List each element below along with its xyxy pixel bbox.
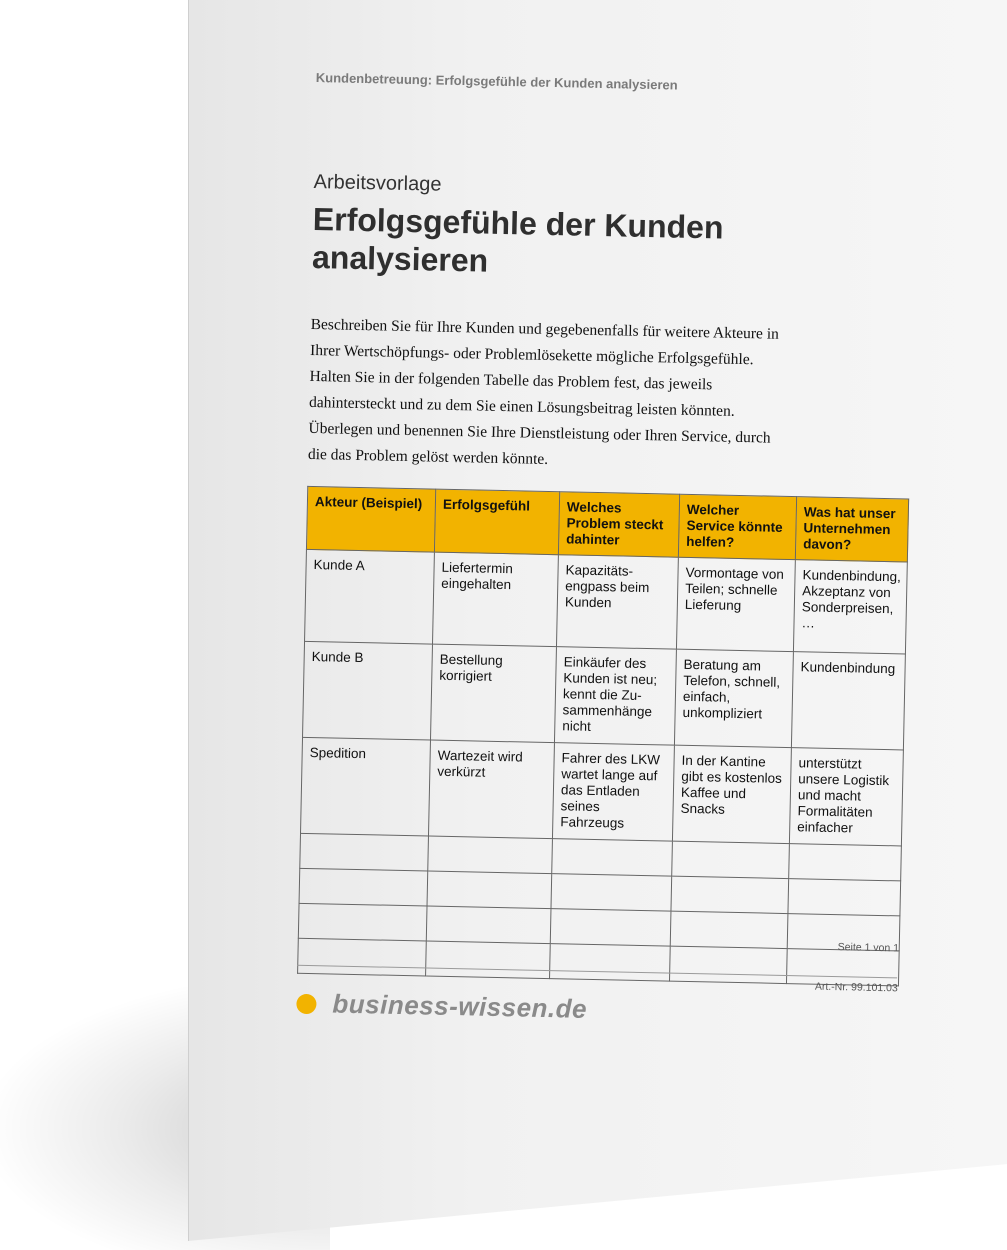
table-cell-empty	[426, 941, 551, 979]
header-title: Kundenbetreuung: Erfolgsgefühle der Kunden analysieren	[315, 70, 678, 93]
table-cell: Kunde A	[305, 549, 435, 644]
article-number: Art.-Nr. 99.101.03	[814, 980, 898, 995]
table-cell: Kundenbindung, Akzeptanz von Sonderpreisen, …	[793, 560, 907, 654]
table-cell-empty	[671, 876, 789, 913]
document-content	[297, 70, 926, 1024]
column-header: Akteur (Beispiel)	[306, 486, 435, 552]
table-cell: Kapazitäts-engpass beim Kunden	[556, 555, 678, 649]
column-header: Welcher Service könnte helfen?	[678, 494, 796, 559]
table-cell: Einkäufer des Kunden ist neu; kennt die Zu-sammenhänge nicht	[554, 647, 676, 745]
table-cell: Kunde B	[303, 641, 433, 740]
table-cell-empty	[670, 911, 788, 948]
table-cell-empty	[550, 909, 671, 947]
document-subtitle: Arbeitsvorlage	[313, 170, 442, 196]
table-cell-empty	[669, 946, 787, 983]
table-cell-empty	[428, 836, 553, 874]
column-header: Welches Problem steckt dahinter	[558, 492, 679, 557]
table-cell-empty	[788, 879, 901, 916]
table-cell-empty	[789, 844, 902, 881]
page-number: Seite 1 von 1	[837, 941, 900, 955]
logo-text: business-wissen.de	[332, 988, 588, 1024]
table-cell-empty	[426, 906, 551, 944]
table-cell: unterstützt unsere Logistik und macht Formalitäten einfacher	[789, 748, 903, 846]
table-cell: Spedition	[301, 737, 431, 836]
table-cell: Fahrer des LKW wartet lange auf das Entladen seines Fahrzeugs	[552, 743, 674, 841]
table-cell: In der Kantine gibt es kostenlos Kaffee und Snacks	[672, 745, 791, 843]
logo-dot-icon	[296, 993, 316, 1013]
column-header: Erfolgsgefühl	[434, 489, 559, 555]
document-title: Erfolgsgefühle der Kunden analysieren	[311, 200, 724, 279]
table-cell: Beratung am Telefon, schnell, einfach, unkompliziert	[674, 649, 793, 747]
table-cell-empty	[672, 841, 790, 878]
table-cell-empty	[298, 903, 427, 941]
column-header: Was hat unser Unternehmen davon?	[795, 497, 908, 562]
table-row	[301, 737, 904, 846]
table-cell-empty	[300, 833, 429, 871]
table-cell: Liefertermin eingehalten	[433, 552, 559, 647]
table-row	[305, 549, 908, 654]
table-cell-empty	[298, 938, 427, 976]
table-row	[303, 641, 906, 750]
table-cell-empty	[552, 839, 673, 877]
brand-logo	[296, 988, 587, 1025]
table-cell: Wartezeit wird verkürzt	[428, 740, 554, 839]
intro-paragraph: Beschreiben Sie für Ihre Kunden und gegebenenfalls für weitere Akteure in Ihrer Wertschöpfungs- oder Problemlösekette mögliche Erfolgsgefühle. Halten Sie in der folgenden Tabelle das Problem fest, das jeweils dahintersteckt und zu dem Sie einen Lösungsbeitrag leisten könnten. Überlegen und benennen Sie Ihre Dienstleistung oder Ihren Service, durch die das Problem gelöst werden könnte.	[307, 315, 780, 468]
analysis-table	[297, 486, 909, 987]
table-cell-empty	[550, 944, 671, 982]
table-cell: Kundenbindung	[791, 652, 905, 750]
table-cell: Bestellung korrigiert	[430, 644, 556, 743]
table-cell: Vormontage von Teilen; schnelle Lieferung	[676, 557, 795, 651]
table-cell-empty	[427, 871, 552, 909]
table-cell-empty	[551, 874, 672, 912]
table-cell-empty	[299, 868, 428, 906]
